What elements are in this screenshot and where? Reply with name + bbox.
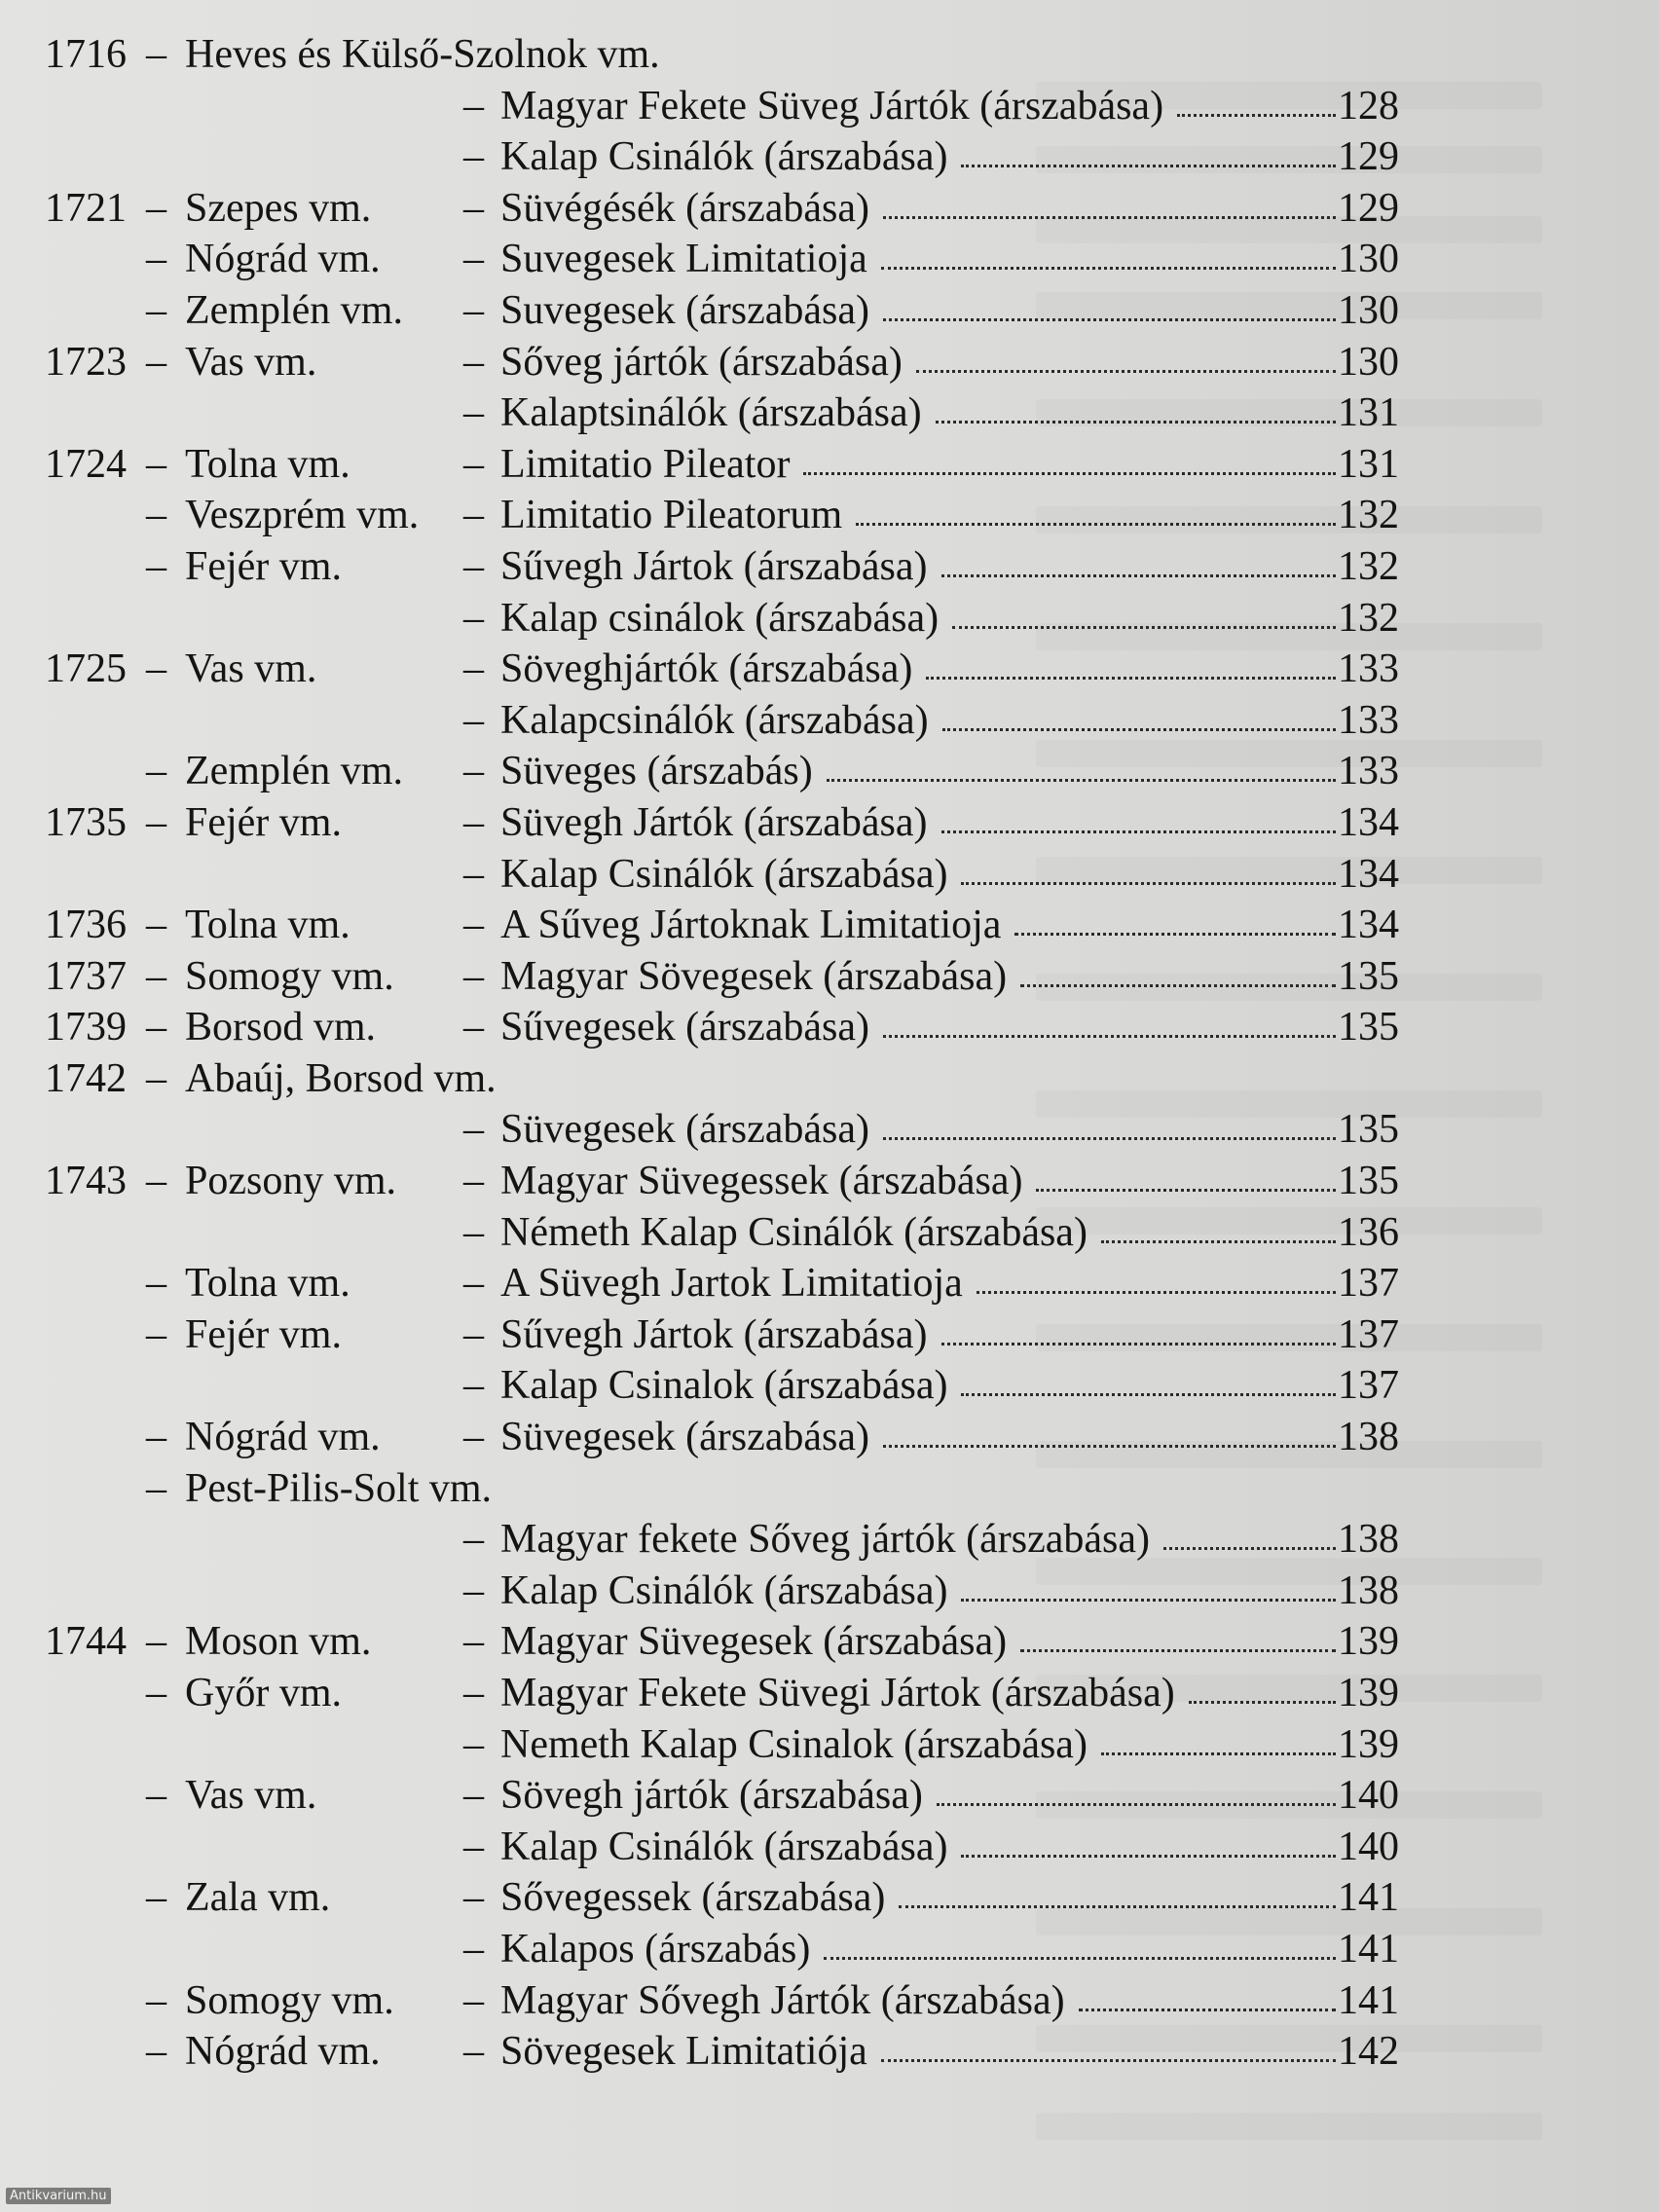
entry-page-number: 135 [1338, 953, 1399, 999]
entry-page-number: 134 [1338, 851, 1399, 897]
entry-title-dash: – [463, 134, 484, 180]
toc-entry [0, 1514, 1659, 1566]
toc-entry [0, 2026, 1659, 2078]
entry-county-dash: – [146, 749, 166, 794]
entry-year: 1725 [45, 646, 127, 692]
toc-entry [0, 746, 1659, 797]
toc-entry [0, 387, 1659, 439]
entry-title-dash: – [463, 646, 484, 692]
dot-leader [1036, 1189, 1336, 1192]
entry-title-dash: – [463, 697, 484, 743]
entry-title-dash: – [463, 1363, 484, 1409]
entry-page-number: 130 [1338, 237, 1399, 282]
toc-entry [0, 1360, 1659, 1412]
entry-title-dash: – [463, 953, 484, 999]
toc-entry [0, 695, 1659, 747]
entry-county-dash: – [146, 1415, 166, 1460]
entry-page-number: 141 [1338, 1875, 1399, 1921]
entry-county: Fejér vm. [185, 799, 342, 845]
entry-county-dash: – [146, 1977, 166, 2023]
toc-entry [0, 285, 1659, 337]
entry-year: 1736 [45, 903, 127, 948]
entry-county: Veszprém vm. [185, 493, 420, 538]
entry-county-dash: – [146, 2029, 166, 2075]
dot-leader [961, 165, 1336, 167]
dot-leader [1189, 1701, 1336, 1704]
toc-entry [0, 797, 1659, 849]
dot-leader [1020, 984, 1336, 987]
toc-entry [0, 1924, 1659, 1975]
entry-title-dash: – [463, 390, 484, 436]
dot-leader [1101, 1752, 1336, 1755]
entry-page-number: 137 [1338, 1261, 1399, 1307]
entry-title-dash: – [463, 185, 484, 231]
entry-county: Zemplén vm. [185, 749, 403, 794]
entry-year: 1721 [45, 185, 127, 231]
entry-county: Pozsony vm. [185, 1159, 397, 1204]
toc-entry [0, 29, 1659, 81]
entry-title-dash: – [463, 543, 484, 589]
dot-leader [937, 1803, 1336, 1806]
entry-page-number: 135 [1338, 1005, 1399, 1051]
entry-title-dash: – [463, 287, 484, 333]
entry-title-dash: – [463, 1005, 484, 1051]
toc-entry [0, 1975, 1659, 2027]
entry-county: Tolna vm. [185, 1261, 350, 1307]
entry-title: Suvegesek Limitatioja [500, 237, 867, 282]
toc-entry [0, 1156, 1659, 1207]
toc-entry [0, 183, 1659, 235]
entry-title: Kalapcsinálók (árszabása) [500, 697, 929, 743]
entry-county: Vas vm. [185, 646, 317, 692]
entry-title: Németh Kalap Csinálók (árszabása) [500, 1209, 1088, 1255]
toc-entry [0, 1309, 1659, 1361]
entry-county: Somogy vm. [185, 1977, 394, 2023]
entry-county-dash: – [146, 1773, 166, 1819]
entry-year: 1744 [45, 1619, 127, 1665]
dot-leader [941, 1343, 1336, 1346]
entry-title-dash: – [463, 1721, 484, 1767]
entry-county: Zala vm. [185, 1875, 331, 1921]
entry-title-dash: – [463, 1159, 484, 1204]
entry-page-number: 130 [1338, 287, 1399, 333]
entry-title: Sövegesek Limitatiója [500, 2029, 867, 2075]
entry-title-dash: – [463, 441, 484, 487]
toc-entry [0, 593, 1659, 645]
dot-leader [942, 728, 1336, 731]
toc-entry [0, 1668, 1659, 1719]
entry-county-dash: – [146, 185, 166, 231]
entry-title-dash: – [463, 595, 484, 641]
entry-page-number: 133 [1338, 697, 1399, 743]
entry-page-number: 133 [1338, 749, 1399, 794]
entry-title-dash: – [463, 237, 484, 282]
dot-leader [977, 1291, 1336, 1294]
entry-county-dash: – [146, 1261, 166, 1307]
entry-title: A Sűveg Jártoknak Limitatioja [500, 903, 1002, 948]
toc-entry [0, 541, 1659, 593]
entry-county-dash: – [146, 1671, 166, 1715]
entry-year: 1739 [45, 1005, 127, 1051]
entry-county-dash: – [146, 1055, 166, 1101]
entry-page-number: 130 [1338, 339, 1399, 385]
table-of-contents [0, 29, 1659, 2078]
entry-county-dash: – [146, 287, 166, 333]
entry-page-number: 131 [1338, 390, 1399, 436]
toc-entry [0, 1616, 1659, 1668]
entry-page-number: 142 [1338, 2029, 1399, 2075]
entry-year: 1742 [45, 1055, 127, 1101]
dot-leader [961, 1855, 1336, 1858]
entry-year: 1737 [45, 953, 127, 999]
toc-entry [0, 1770, 1659, 1822]
entry-county: Nógrád vm. [185, 237, 381, 282]
dot-leader [1101, 1240, 1336, 1243]
entry-page-number: 138 [1338, 1517, 1399, 1563]
entry-page-number: 131 [1338, 441, 1399, 487]
entry-title-dash: – [463, 1824, 484, 1869]
dot-leader [883, 1445, 1336, 1448]
entry-title-dash: – [463, 1567, 484, 1613]
entry-county-dash: – [146, 903, 166, 948]
dot-leader [881, 2059, 1336, 2062]
entry-year: 1735 [45, 799, 127, 845]
entry-title: Kalap csinálok (árszabása) [500, 595, 940, 641]
entry-title: Kalap Csinálók (árszabása) [500, 1824, 948, 1869]
dot-leader [856, 523, 1336, 526]
dot-leader [961, 1393, 1336, 1396]
entry-page-number: 138 [1338, 1567, 1399, 1613]
dot-leader [941, 830, 1336, 833]
entry-county: Borsod vm. [185, 1005, 377, 1051]
dot-leader [803, 472, 1336, 475]
dot-leader [824, 1957, 1336, 1960]
entry-title-dash: – [463, 1773, 484, 1819]
entry-title: Magyar Fekete Süvegi Jártok (árszabása) [500, 1671, 1175, 1715]
toc-entry [0, 1104, 1659, 1156]
entry-county: Vas vm. [185, 1773, 317, 1819]
entry-title-dash: – [463, 1875, 484, 1921]
site-watermark: Antikvarium.hu [6, 2188, 111, 2204]
entry-title-dash: – [463, 1619, 484, 1665]
entry-county: Moson vm. [185, 1619, 372, 1665]
entry-county-dash: – [146, 799, 166, 845]
entry-county: Heves és Külső-Szolnok vm. [185, 32, 660, 77]
entry-title: Limitatio Pileator [500, 441, 791, 487]
entry-county: Nógrád vm. [185, 2029, 381, 2075]
entry-title: Kalap Csinálók (árszabása) [500, 851, 948, 897]
entry-title: Söveghjártók (árszabása) [500, 646, 913, 692]
dot-leader [941, 574, 1336, 577]
entry-title-dash: – [463, 1517, 484, 1563]
entry-title-dash: – [463, 851, 484, 897]
entry-county-dash: – [146, 646, 166, 692]
entry-page-number: 140 [1338, 1824, 1399, 1869]
entry-county: Abaúj, Borsod vm. [185, 1055, 497, 1101]
dot-leader [899, 1905, 1336, 1908]
dot-leader [961, 882, 1336, 885]
entry-title: Magyar Süvegesek (árszabása) [500, 1619, 1008, 1665]
entry-page-number: 132 [1338, 543, 1399, 589]
dot-leader [827, 779, 1336, 782]
dot-leader [883, 1035, 1336, 1038]
entry-page-number: 132 [1338, 493, 1399, 538]
entry-year: 1723 [45, 339, 127, 385]
entry-county-dash: – [146, 339, 166, 385]
entry-title: Suvegesek (árszabása) [500, 287, 869, 333]
entry-title: Sűvegh Jártok (árszabása) [500, 543, 928, 589]
dot-leader [883, 216, 1336, 219]
toc-entry [0, 849, 1659, 901]
entry-page-number: 141 [1338, 1977, 1399, 2023]
entry-title: Kalaptsinálók (árszabása) [500, 390, 922, 436]
entry-title: Magyar fekete Sőveg jártók (árszabása) [500, 1517, 1151, 1563]
entry-title-dash: – [463, 1311, 484, 1357]
entry-page-number: 139 [1338, 1619, 1399, 1665]
entry-title: Sűvegesek (árszabása) [500, 1005, 869, 1051]
entry-page-number: 132 [1338, 595, 1399, 641]
toc-entry [0, 337, 1659, 388]
entry-year: 1743 [45, 1159, 127, 1204]
entry-county-dash: – [146, 1311, 166, 1357]
entry-title: Magyar Sővegh Jártók (árszabása) [500, 1977, 1065, 2023]
dot-leader [883, 318, 1336, 321]
entry-page-number: 138 [1338, 1415, 1399, 1460]
entry-title: Kalap Csinalok (árszabása) [500, 1363, 948, 1409]
entry-page-number: 137 [1338, 1363, 1399, 1409]
dot-leader [1014, 933, 1336, 936]
entry-county-dash: – [146, 1465, 166, 1511]
entry-page-number: 139 [1338, 1671, 1399, 1715]
dot-leader [952, 626, 1336, 629]
toc-entry [0, 1872, 1659, 1924]
entry-year: 1724 [45, 441, 127, 487]
entry-page-number: 129 [1338, 185, 1399, 231]
entry-page-number: 140 [1338, 1773, 1399, 1819]
entry-title: Sűvegh Jártok (árszabása) [500, 1311, 928, 1357]
toc-entry [0, 1463, 1659, 1515]
entry-title-dash: – [463, 1107, 484, 1153]
toc-entry [0, 131, 1659, 183]
entry-county: Nógrád vm. [185, 1415, 381, 1460]
entry-title-dash: – [463, 339, 484, 385]
entry-title-dash: – [463, 1977, 484, 2023]
entry-county: Vas vm. [185, 339, 317, 385]
toc-entry [0, 1002, 1659, 1053]
entry-title-dash: – [463, 1415, 484, 1460]
toc-entry [0, 951, 1659, 1003]
toc-entry [0, 1719, 1659, 1771]
toc-entry [0, 1566, 1659, 1617]
dot-leader [916, 370, 1336, 373]
entry-title-dash: – [463, 493, 484, 538]
entry-county: Tolna vm. [185, 903, 350, 948]
entry-title: Kalap Csinálók (árszabása) [500, 134, 948, 180]
toc-entry [0, 1412, 1659, 1463]
entry-year: 1716 [45, 32, 127, 77]
entry-county-dash: – [146, 32, 166, 77]
entry-title: Magyar Fekete Süveg Jártók (árszabása) [500, 83, 1164, 129]
entry-county: Fejér vm. [185, 543, 342, 589]
entry-county: Tolna vm. [185, 441, 350, 487]
entry-title: Nemeth Kalap Csinalok (árszabása) [500, 1721, 1088, 1767]
entry-county: Fejér vm. [185, 1311, 342, 1357]
entry-county-dash: – [146, 493, 166, 538]
toc-entry [0, 234, 1659, 285]
entry-title: Süveges (árszabás) [500, 749, 813, 794]
dot-leader [926, 677, 1336, 680]
dot-leader [881, 267, 1336, 270]
entry-title-dash: – [463, 1261, 484, 1307]
entry-title: Kalapos (árszabás) [500, 1926, 811, 1972]
entry-county-dash: – [146, 543, 166, 589]
entry-title: Magyar Sövegesek (árszabása) [500, 953, 1008, 999]
entry-county: Somogy vm. [185, 953, 394, 999]
entry-title-dash: – [463, 83, 484, 129]
dot-leader [1177, 114, 1336, 117]
entry-title-dash: – [463, 1926, 484, 1972]
entry-title-dash: – [463, 1209, 484, 1255]
toc-entry [0, 1207, 1659, 1259]
entry-county: Zemplén vm. [185, 287, 403, 333]
entry-page-number: 137 [1338, 1311, 1399, 1357]
entry-page-number: 139 [1338, 1721, 1399, 1767]
entry-title: Sövegh jártók (árszabása) [500, 1773, 923, 1819]
entry-title: Süvégésék (árszabása) [500, 185, 869, 231]
toc-entry [0, 490, 1659, 541]
dot-leader [883, 1137, 1336, 1140]
entry-title: Sőveg jártók (árszabása) [500, 339, 903, 385]
entry-title: A Süvegh Jartok Limitatioja [500, 1261, 963, 1307]
toc-entry [0, 900, 1659, 951]
entry-county: Szepes vm. [185, 185, 372, 231]
entry-title: Sővegessek (árszabása) [500, 1875, 886, 1921]
entry-title: Süvegesek (árszabása) [500, 1107, 869, 1153]
dot-leader [1020, 1649, 1336, 1652]
entry-page-number: 129 [1338, 134, 1399, 180]
entry-county-dash: – [146, 237, 166, 282]
toc-entry [0, 1258, 1659, 1309]
entry-county-dash: – [146, 1875, 166, 1921]
toc-entry [0, 81, 1659, 132]
entry-title: Süvegh Jártók (árszabása) [500, 799, 928, 845]
entry-county-dash: – [146, 1005, 166, 1051]
toc-entry [0, 644, 1659, 695]
entry-title: Kalap Csinálók (árszabása) [500, 1567, 948, 1613]
entry-page-number: 136 [1338, 1209, 1399, 1255]
entry-page-number: 141 [1338, 1926, 1399, 1972]
entry-title-dash: – [463, 2029, 484, 2075]
dot-leader [936, 421, 1336, 424]
entry-county: Pest-Pilis-Solt vm. [185, 1465, 493, 1511]
dot-leader [961, 1599, 1336, 1602]
entry-title-dash: – [463, 1671, 484, 1715]
entry-title: Magyar Süvegessek (árszabása) [500, 1159, 1023, 1204]
dot-leader [1079, 2009, 1336, 2011]
entry-title-dash: – [463, 749, 484, 794]
entry-page-number: 133 [1338, 646, 1399, 692]
entry-page-number: 134 [1338, 903, 1399, 948]
entry-county-dash: – [146, 1159, 166, 1204]
entry-county: Győr vm. [185, 1671, 342, 1715]
entry-title: Limitatio Pileatorum [500, 493, 843, 538]
toc-entry [0, 1053, 1659, 1105]
entry-page-number: 135 [1338, 1159, 1399, 1204]
entry-county-dash: – [146, 1619, 166, 1665]
entry-county-dash: – [146, 953, 166, 999]
entry-page-number: 128 [1338, 83, 1399, 129]
entry-page-number: 134 [1338, 799, 1399, 845]
entry-title: Süvegesek (árszabása) [500, 1415, 869, 1460]
entry-title-dash: – [463, 799, 484, 845]
toc-entry [0, 439, 1659, 491]
entry-county-dash: – [146, 441, 166, 487]
toc-entry [0, 1822, 1659, 1873]
entry-page-number: 135 [1338, 1107, 1399, 1153]
dot-leader [1163, 1547, 1336, 1550]
entry-title-dash: – [463, 903, 484, 948]
